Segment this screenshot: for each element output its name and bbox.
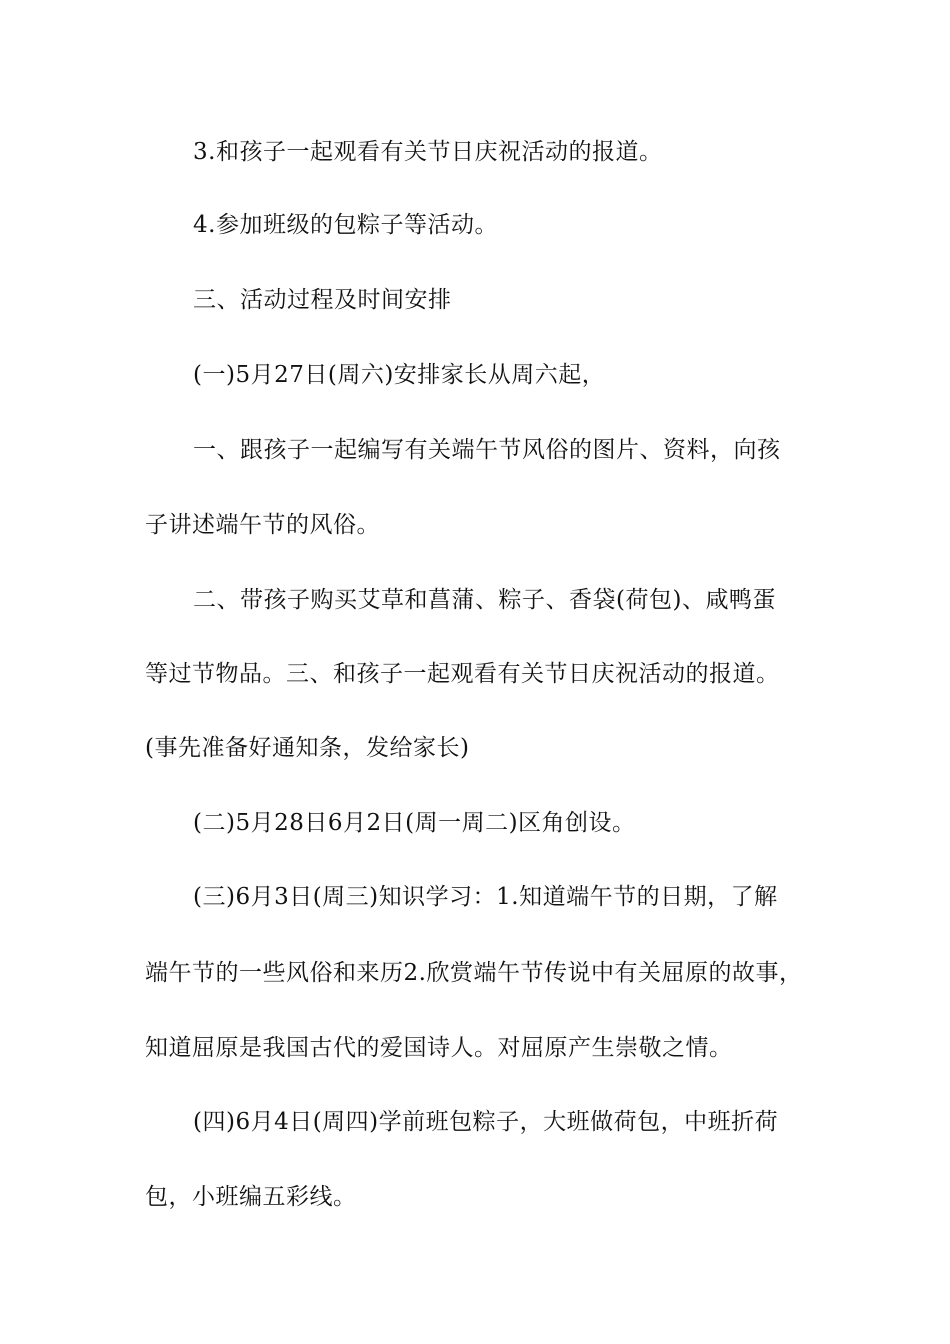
list-item-4-join-activities: 4.参加班级的包粽子等活动。 xyxy=(193,212,498,238)
schedule-item-3-line-2: 端午节的一些风俗和来历2.欣赏端午节传说中有关屈原的故事， xyxy=(145,960,803,986)
schedule-item-1-intro: (一)5月27日(周六)安排家长从周六起， xyxy=(193,362,606,388)
schedule-item-3-line-1: (三)6月3日(周三)知识学习：1.知道端午节的日期，了解 xyxy=(193,884,778,910)
schedule-item-4-line-1: (四)6月4日(周四)学前班包粽子，大班做荷包，中班折荷 xyxy=(193,1109,779,1135)
section-heading-activity-schedule: 三、活动过程及时间安排 xyxy=(193,287,452,313)
parent-task-1-line-1: 一、跟孩子一起编写有关端午节风俗的图片、资料，向孩 xyxy=(193,437,781,463)
schedule-item-3-line-3: 知道屈原是我国古代的爱国诗人。对屈原产生崇敬之情。 xyxy=(145,1035,733,1061)
parent-task-2-line-1: 二、带孩子购买艾草和菖蒲、粽子、香袋(荷包)、咸鸭蛋 xyxy=(193,587,776,613)
parent-task-2-line-2: 等过节物品。三、和孩子一起观看有关节日庆祝活动的报道。 xyxy=(145,661,780,687)
schedule-item-4-line-2: 包，小班编五彩线。 xyxy=(145,1184,357,1210)
parent-task-1-line-2: 子讲述端午节的风俗。 xyxy=(145,512,380,538)
parent-notice-note: (事先准备好通知条，发给家长) xyxy=(145,735,470,761)
list-item-3-watch-reports: 3.和孩子一起观看有关节日庆祝活动的报道。 xyxy=(193,139,663,165)
schedule-item-2: (二)5月28日6月2日(周一周二)区角创设。 xyxy=(193,810,636,836)
